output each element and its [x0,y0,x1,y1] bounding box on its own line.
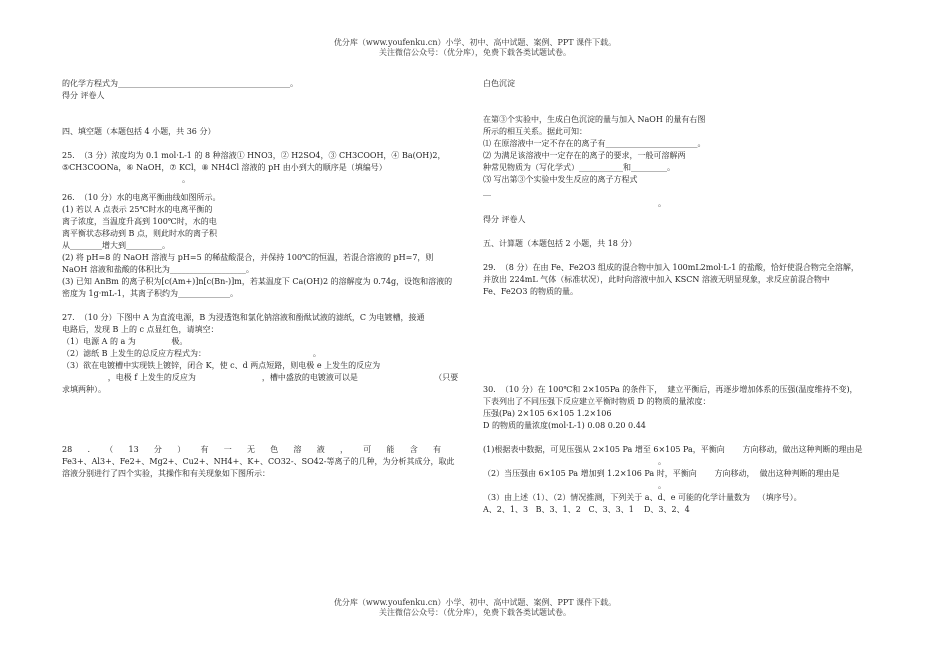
q25-line-1: 25. （3 分）浓度均为 0.1 mol·L-1 的 8 种溶液① HNO3，② H2SO4，③ CH3COOH，④ Ba(OH)2， [62,151,446,160]
q25-end-mark: 。 [182,175,190,184]
q26-line-7: NaOH 溶液和盐酸的体积比为___________________。 [62,265,254,274]
q30-sub-1: (1)根据表中数据，可见压强从 2×105 Pa 增至 6×105 Pa，平衡向 方向移动，做出这种判断的理由是 [483,445,863,454]
q28-sub-1: ⑴ 在原溶液中一定不存在的离子有_______________________。 [483,139,706,148]
footer-line-2: 关注微信公众号：（优分库），免费下载各类试题试卷。 [379,608,571,617]
q30-line-2: 下表列出了不同压强下反应建立平衡时物质 D 的物质的量浓度： [483,397,711,406]
q26-line-6: (2) 将 pH=8 的 NaOH 溶液与 pH=5 的稀盐酸混合，并保持 100℃的恒温，若混合溶液的 pH=7，则 [62,253,434,262]
q28-sub-3-blank: __ [483,187,491,196]
score-grader-label-right: 得分 评卷人 [483,215,526,224]
q26-line-2: (1) 若以 A 点表示 25℃时水的电离平衡的 [62,205,213,214]
q28-sub-2-line-1: ⑵ 为满足该溶液中一定存在的离子的要求，一般可溶解两 [483,151,686,160]
q30-sub-2-end: 。 [658,481,666,490]
equation-blank-line: 的化学方程式为___________________________________________。 [62,79,298,88]
q27-line-4: （2）滤纸 B 上发生的总反应方程式为： 。 [62,349,321,358]
q30-pressure-row: 压强(Pa) 2×105 6×105 1.2×106 [483,409,612,418]
score-grader-label: 得分 评卷人 [62,91,105,100]
q26-line-8: (3) 已知 AnBm 的离子积为[c(Am+)]n[c(Bn-)]m，若某温度下 Ca(OH)2 的溶解度为 0.74g，设饱和溶液的 [62,277,453,286]
q27-line-7: 求填两种）。 [62,385,106,394]
q30-concentration-row: D 的物质的量浓度(mol·L-1) 0.08 0.20 0.44 [483,421,646,430]
q26-line-4: 离平衡状态移动到 B 点，则此时水的离子积 [62,229,217,238]
header-line-2: 关注微信公众号：（优分库），免费下载各类试题试卷。 [379,48,571,57]
q28-sub-3: ⑶ 写出第③个实验中发生反应的离子方程式 [483,175,638,184]
q29-line-2: 并放出 224mL 气体（标准状况），此时向溶液中加入 KSCN 溶液无明显现象，求反应前混合物中 [483,275,830,284]
q28-line-1: 28 . （ 13 分 ） 有 一 无 色 溶 液 ， 可 能 含 有 [62,445,442,454]
q28-cont-line-1: 在第③个实验中，生成白色沉淀的量与加入 NaOH 的量有右图 [483,115,706,124]
q30-line-1: 30. （10 分）在 100℃和 2×105Pa 的条件下， 建立平衡后，再逐步增加体系的压强(温度维持不变)， [483,385,858,394]
page-footer [0,598,950,618]
q28-cont-line-2: 所示的相互关系。据此可知： [483,127,587,136]
right-column [483,78,903,516]
q28-line-2: Fe3+、Al3+、Fe2+、Mg2+、Cu2+、NH4+、K+、CO32-、SO42-等离子的几种，为分析其成分，取此 [62,457,455,466]
q25-line-2: ⑤CH3COONa，⑥ NaOH，⑦ KCl，⑧ NH4Cl 溶液的 pH 由小到大的顺序是（填编号） [62,163,387,172]
q28-line-3: 溶液分别进行了四个实验，其操作和有关现象如下图所示： [62,469,270,478]
q28-end-mark: 。 [658,199,666,208]
page-header [0,38,950,58]
q30-sub-3: （3）由上述（1）、（2）情况推测，下列关于 a、d、e 可能的化学计量数为 （填序号）。 [483,493,802,502]
q27-line-5: （3）欲在电镀槽中实现铁上镀锌，闭合 K，使 c、d 两点短路，则电极 e 上发生的反应为 [62,361,381,370]
footer-line-1: 优分库（www.youfenku.cn）小学、初中、高中试题、案例、PPT 课件下载。 [333,598,617,607]
left-column [62,78,472,480]
q30-sub-2: （2）当压强由 6×105 Pa 增加到 1.2×106 Pa 时，平衡向 方向移动， 做出这种判断的理由是 [483,469,840,478]
white-precipitate-label: 白色沉淀 [483,79,515,88]
section-5-heading: 五、计算题（本题包括 2 小题，共 18 分） [483,239,637,248]
q26-line-9: 密度为 1g·mL-1，其离子积约为_____________。 [62,289,238,298]
q28-sub-2-line-2: 种常见物质为（写化学式）___________和_________。 [483,163,675,172]
q26-line-1: 26. （10 分）水的电离平衡曲线如图所示。 [62,193,221,202]
q27-line-6: ，电极 f 上发生的反应为 ，槽中盛放的电镀液可以是 （只要 [62,373,459,382]
section-4-heading: 四、填空题（本题包括 4 小题，共 36 分） [62,127,216,136]
q29-line-3: Fe、Fe2O3 的物质的量。 [483,287,578,296]
q26-line-3: 离子浓度，当温度升高到 100℃时，水的电 [62,217,217,226]
q27-line-1: 27. （10 分）下图中 A 为直流电源，B 为浸透饱和氯化钠溶液和酚酞试液的滤纸，C 为电镀槽，接通 [62,313,425,322]
header-line-1: 优分库（www.youfenku.cn）小学、初中、高中试题、案例、PPT 课件下载。 [333,38,617,47]
q30-options: A、2、1、3 B、3、1、2 C、3、3、1 D、3、2、4 [483,505,690,514]
q30-sub-1-end: 。 [658,457,666,466]
q27-line-3: （1）电源 A 的 a 为 极。 [62,337,188,346]
q27-line-2: 电路后，发现 B 上的 c 点显红色，请填空： [62,325,219,334]
q26-line-5: 从________增大到_________。 [62,241,170,250]
q29-line-1: 29. （8 分）在由 Fe、Fe2O3 组成的混合物中加入 100mL2mol·L-1 的盐酸，恰好使混合物完全溶解， [483,263,859,272]
